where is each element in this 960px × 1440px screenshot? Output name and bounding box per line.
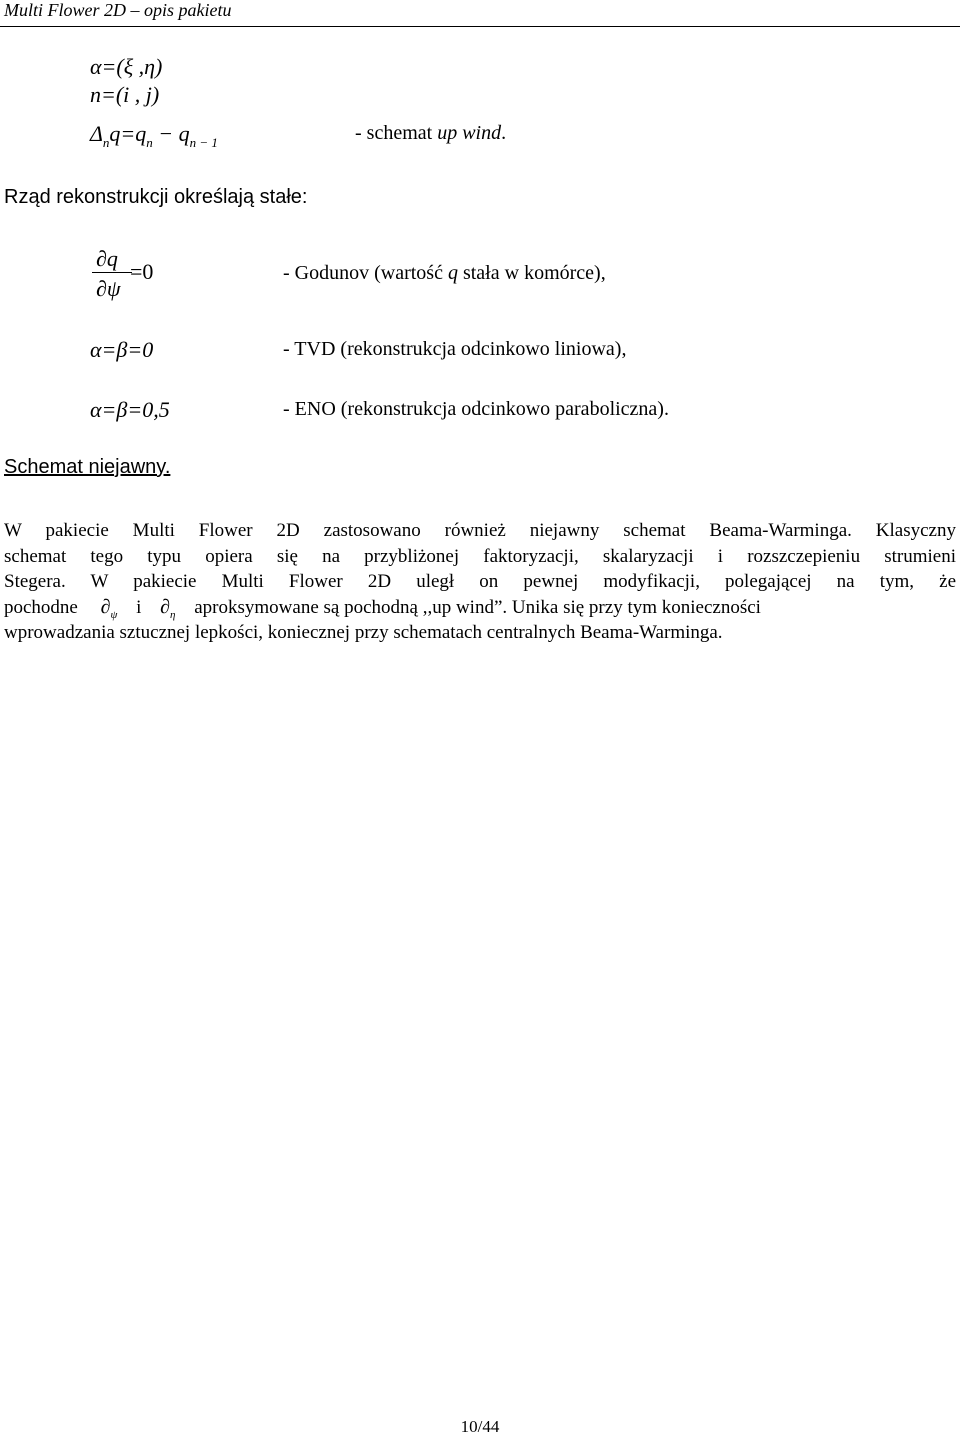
godunov-q: q bbox=[447, 262, 458, 284]
paragraph-line: Stegera. W pakiecie Multi Flower 2D uległ on pewnej modyfikacji, polegającej na tym, że bbox=[4, 571, 956, 592]
page-number: 10/44 bbox=[460, 1417, 500, 1436]
derivatives-start: pochodne bbox=[4, 596, 78, 618]
q-equals-q: q=q bbox=[109, 121, 147, 146]
delta-q-equation bbox=[90, 121, 218, 150]
fraction-rhs: =0 bbox=[130, 259, 154, 284]
upwind-suffix: . bbox=[501, 122, 507, 144]
reconstruction-intro: Rząd rekonstrukcji określają stałe: bbox=[4, 186, 308, 208]
partial-eta-subscript: η bbox=[170, 608, 176, 621]
delta-subscript: n bbox=[102, 135, 110, 150]
upwind-prefix: - schemat bbox=[355, 122, 438, 144]
tvd-formula: α=β=0 bbox=[90, 337, 154, 362]
godunov-suffix: stała w komórce), bbox=[457, 262, 606, 284]
section-heading: Schemat niejawny. bbox=[4, 456, 171, 478]
running-header: Multi Flower 2D – opis pakietu bbox=[4, 0, 232, 20]
fraction-numerator: ∂q bbox=[96, 246, 118, 271]
paragraph-line: wprowadzania sztucznej lepkości, koniecznej przy schematach centralnych Beama-Warminga. bbox=[4, 622, 723, 643]
upwind-label bbox=[355, 122, 506, 145]
derivatives-and: i bbox=[136, 596, 142, 618]
q-subscript-n-minus-1: n − 1 bbox=[189, 135, 218, 150]
godunov-prefix: - Godunov (wartość bbox=[283, 262, 448, 284]
upwind-italic: up wind bbox=[437, 122, 502, 144]
tvd-description: - TVD (rekonstrukcja odcinkowo liniowa), bbox=[283, 338, 627, 360]
eno-formula: α=β=0,5 bbox=[90, 397, 170, 422]
partial-eta-symbol: ∂ bbox=[160, 595, 171, 618]
derivatives-end: aproksymowane są pochodną ,,up wind”. Unika się przy tym konieczności bbox=[194, 596, 761, 618]
q-subscript-n: n bbox=[146, 135, 153, 150]
header-rule bbox=[0, 26, 960, 27]
body-paragraph bbox=[4, 518, 956, 646]
partial-psi-subscript: ψ bbox=[110, 608, 118, 621]
paragraph-line: W pakiecie Multi Flower 2D zastosowano również niejawny schemat Beama-Warminga. Klasyczny bbox=[4, 520, 956, 541]
fraction-bar bbox=[92, 272, 132, 273]
alpha-definition: α=(ξ ,η) bbox=[90, 54, 163, 79]
partial-psi-symbol: ∂ bbox=[100, 595, 111, 618]
n-definition: n=(i , j) bbox=[90, 82, 160, 107]
godunov-description bbox=[283, 262, 606, 285]
minus-q: − q bbox=[152, 121, 190, 146]
paragraph-line: schemat tego typu opiera się na przybliżonej faktoryzacji, skalaryzacji i rozszczepieniu strumieni bbox=[4, 545, 956, 567]
paragraph-line-derivatives bbox=[4, 595, 956, 621]
delta-symbol: Δ bbox=[90, 121, 103, 146]
fraction-denominator: ∂ψ bbox=[96, 276, 121, 301]
eno-description: - ENO (rekonstrukcja odcinkowo paraboliczna). bbox=[283, 398, 669, 420]
